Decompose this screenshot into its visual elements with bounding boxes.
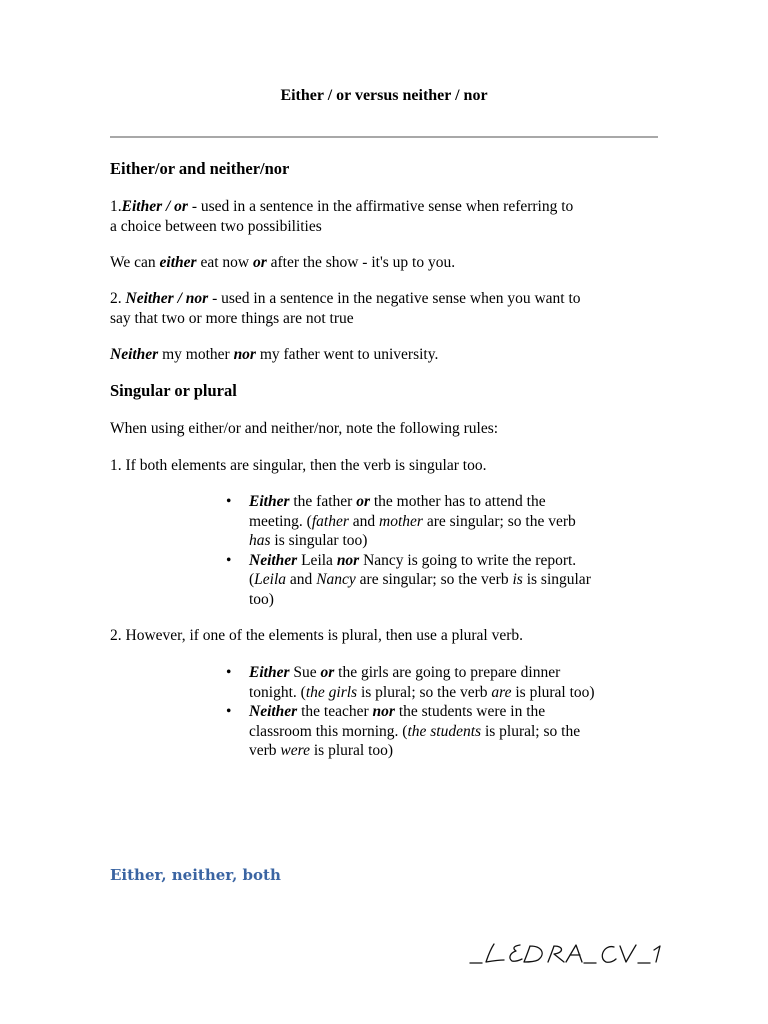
- section-heading-either-neither-both: Either, neither, both: [110, 866, 281, 884]
- horizontal-rule: [110, 136, 658, 138]
- bullet-icon: •: [226, 664, 232, 681]
- section-heading-either-neither: Either/or and neither/nor: [110, 159, 290, 178]
- term-either-or: Either / or: [121, 198, 188, 215]
- plural-examples-list: [224, 663, 656, 761]
- singular-examples-list: [224, 492, 656, 609]
- bullet-icon: •: [226, 493, 232, 510]
- example-either-or: We can either eat now or after the show - it's up to you.: [110, 254, 456, 271]
- example-neither-nor: Neither my mother nor my father went to university.: [110, 346, 439, 363]
- definition-either-or: 1.Either / or - used in a sentence in the affirmative sense when referring to a choice between two possibilities: [110, 198, 574, 235]
- rule-one: 1. If both elements are singular, then the verb is singular too.: [110, 457, 487, 474]
- document-title: Either / or versus neither / nor: [280, 87, 488, 104]
- section-heading-singular-plural: Singular or plural: [110, 381, 237, 400]
- bullet-icon: •: [226, 551, 232, 569]
- term-neither-nor: Neither / nor: [125, 290, 209, 307]
- list-item: • Either Sue or the girls are going to prepare dinner tonight. (the girls is plural; so the verb are is plural too): [226, 664, 595, 701]
- list-item: • Either the father or the mother has to attend the meeting. (father and mother are singular; so the verb has is singular too): [226, 493, 576, 549]
- definition-neither-nor: 2. Neither / nor - used in a sentence in the negative sense when you want to say that two or more things are not true: [110, 290, 581, 327]
- bullet-icon: •: [226, 703, 232, 720]
- rule-two: 2. However, if one of the elements is plural, then use a plural verb.: [110, 627, 524, 644]
- list-item: • Neither Leila nor Nancy is going to write the report. (Leila and Nancy are singular; so the verb is is singular too): [226, 551, 591, 608]
- rules-intro: When using either/or and neither/nor, note the following rules:: [110, 420, 499, 437]
- handwritten-signature: [468, 938, 668, 972]
- list-item: • Neither the teacher nor the students were in the classroom this morning. (the students is plural; so the verb were is plural too): [226, 703, 581, 759]
